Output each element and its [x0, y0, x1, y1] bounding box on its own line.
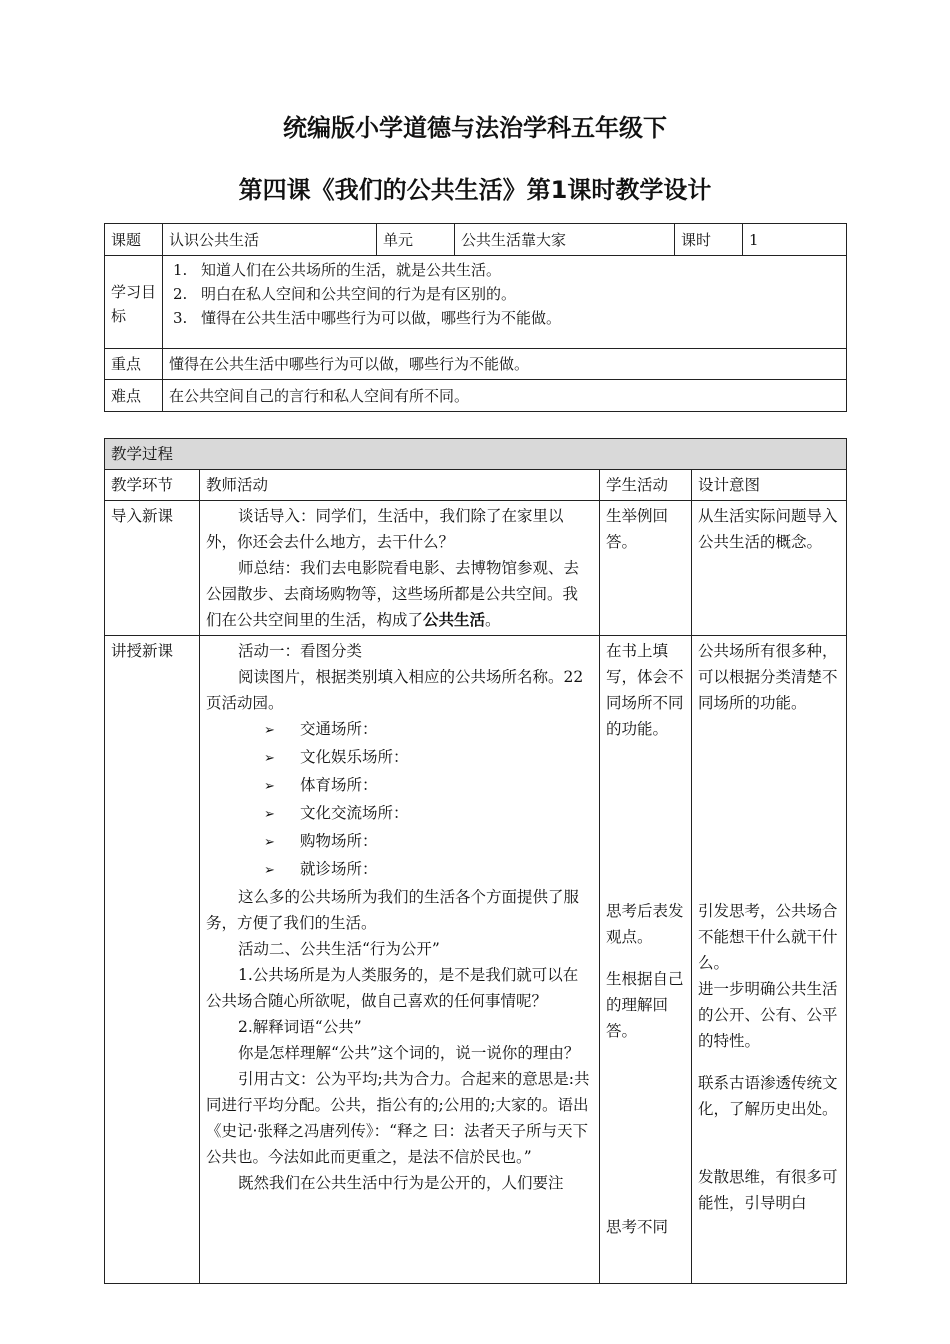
key-label: 重点 — [105, 349, 163, 380]
intro-dialogue: 谈话导入：同学们，生活中，我们除了在家里以外，你还会去什么地方，去干什么？ — [206, 507, 564, 551]
doc-title-line1: 统编版小学道德与法治学科五年级下 — [283, 114, 667, 142]
key-value: 懂得在公共生活中哪些行为可以做，哪些行为不能做。 — [163, 349, 847, 380]
intent-note-4: 联系古语渗透传统文化，了解历史出处。 — [698, 1074, 838, 1118]
bullet-item: ➢ 交通场所： — [206, 716, 593, 744]
arrow-bullet-icon: ➢ — [264, 863, 275, 878]
difficulty-label: 难点 — [105, 380, 163, 412]
period-label: 课时 — [675, 224, 743, 256]
process-header: 教学过程 — [105, 439, 847, 470]
activity2-q2: 2.解释词语“公共” — [238, 1018, 362, 1036]
arrow-bullet-icon: ➢ — [264, 807, 275, 822]
goals-cell — [163, 256, 847, 349]
arrow-bullet-icon: ➢ — [264, 835, 275, 850]
intent-intro: 从生活实际问题导入公共生活的概念。 — [692, 501, 847, 636]
intent-new — [692, 636, 847, 1284]
bullet-item: ➢ 文化娱乐场所： — [206, 744, 593, 772]
unit-value: 公共生活靠大家 — [455, 224, 675, 256]
bullet-item: ➢ 文化交流场所： — [206, 800, 593, 828]
topic-value: 认识公共生活 — [163, 224, 377, 256]
bullet-item: ➢ 体育场所： — [206, 772, 593, 800]
student-note-4: 思考不同 — [606, 1218, 669, 1236]
activity2-q4: 引用古文：公为平均;共为合力。合起来的意思是:共同进行平均分配。公共，指公有的;公用的;大家的。语出《史记·张释之冯唐列传》：“释之 曰：法者天子所与天下公共也。今法如此而更重之，是法不信於民也。” — [206, 1070, 590, 1166]
bullet-item: ➢ 购物场所： — [206, 828, 593, 856]
col-teacher: 教师活动 — [200, 470, 600, 501]
activity2-title: 活动二、公共生活“行为公开” — [238, 940, 440, 958]
goal-item: 2. 明白在私人空间和公共空间的行为是有区别的。 — [173, 285, 517, 303]
intent-note-5: 发散思维，有很多可能性，引导明白 — [698, 1168, 838, 1212]
arrow-bullet-icon: ➢ — [264, 751, 275, 766]
process-table — [104, 438, 847, 1284]
col-stage: 教学环节 — [105, 470, 200, 501]
teacher-intro — [200, 501, 600, 636]
col-student: 学生活动 — [600, 470, 692, 501]
arrow-bullet-icon: ➢ — [264, 723, 275, 738]
activity2-q5: 既然我们在公共生活中行为是公开的，人们要注 — [238, 1174, 564, 1192]
student-note-1: 在书上填写，体会不同场所不同的功能。 — [606, 642, 684, 738]
difficulty-value: 在公共空间自己的言行和私人空间有所不同。 — [163, 380, 847, 412]
topic-label: 课题 — [105, 224, 163, 256]
intent-note-3: 进一步明确公共生活的公开、公有、公平的特性。 — [698, 980, 838, 1050]
stage-intro: 导入新课 — [105, 501, 200, 636]
activity2-q1: 1.公共场所是为人类服务的，是不是我们就可以在公共场合随心所欲呢，做自己喜欢的任何事情呢？ — [206, 966, 579, 1010]
activity1-summary: 这么多的公共场所为我们的生活各个方面提供了服务，方便了我们的生活。 — [206, 888, 580, 932]
student-intro: 生举例回答。 — [600, 501, 692, 636]
teacher-new — [200, 636, 600, 1284]
activity1-title: 活动一：看图分类 — [238, 642, 363, 660]
goals-label: 学习目标 — [105, 256, 163, 349]
info-table — [104, 223, 847, 412]
intro-summary: 师总结：我们去电影院看电影、去博物馆参观、去公园散步、去商场购物等，这些场所都是公共空间。我们在公共空间里的生活，构成了公共生活。 — [206, 559, 580, 629]
intent-note-1: 公共场所有很多种，可以根据分类清楚不同场所的功能。 — [698, 642, 838, 712]
col-intent: 设计意图 — [692, 470, 847, 501]
bullet-item: ➢ 就诊场所： — [206, 856, 593, 884]
doc-title-line2: 第四课《我们的公共生活》第1课时教学设计 — [238, 176, 712, 204]
intent-note-2: 引发思考，公共场合不能想干什么就干什么。 — [698, 902, 838, 972]
activity2-q3: 你是怎样理解“公共”这个词的，说一说你的理由？ — [238, 1044, 580, 1062]
goal-item: 1. 知道人们在公共场所的生活，就是公共生活。 — [173, 261, 502, 279]
activity1-text: 阅读图片，根据类别填入相应的公共场所名称。22页活动园。 — [206, 668, 584, 712]
goal-item: 3. 懂得在公共生活中哪些行为可以做，哪些行为不能做。 — [173, 309, 562, 327]
student-note-3: 生根据自己的理解回答。 — [606, 970, 684, 1040]
period-value: 1 — [743, 224, 847, 256]
arrow-bullet-icon: ➢ — [264, 779, 275, 794]
student-note-2: 思考后表发观点。 — [606, 902, 684, 946]
unit-label: 单元 — [377, 224, 455, 256]
stage-new: 讲授新课 — [105, 636, 200, 1284]
student-new — [600, 636, 692, 1284]
